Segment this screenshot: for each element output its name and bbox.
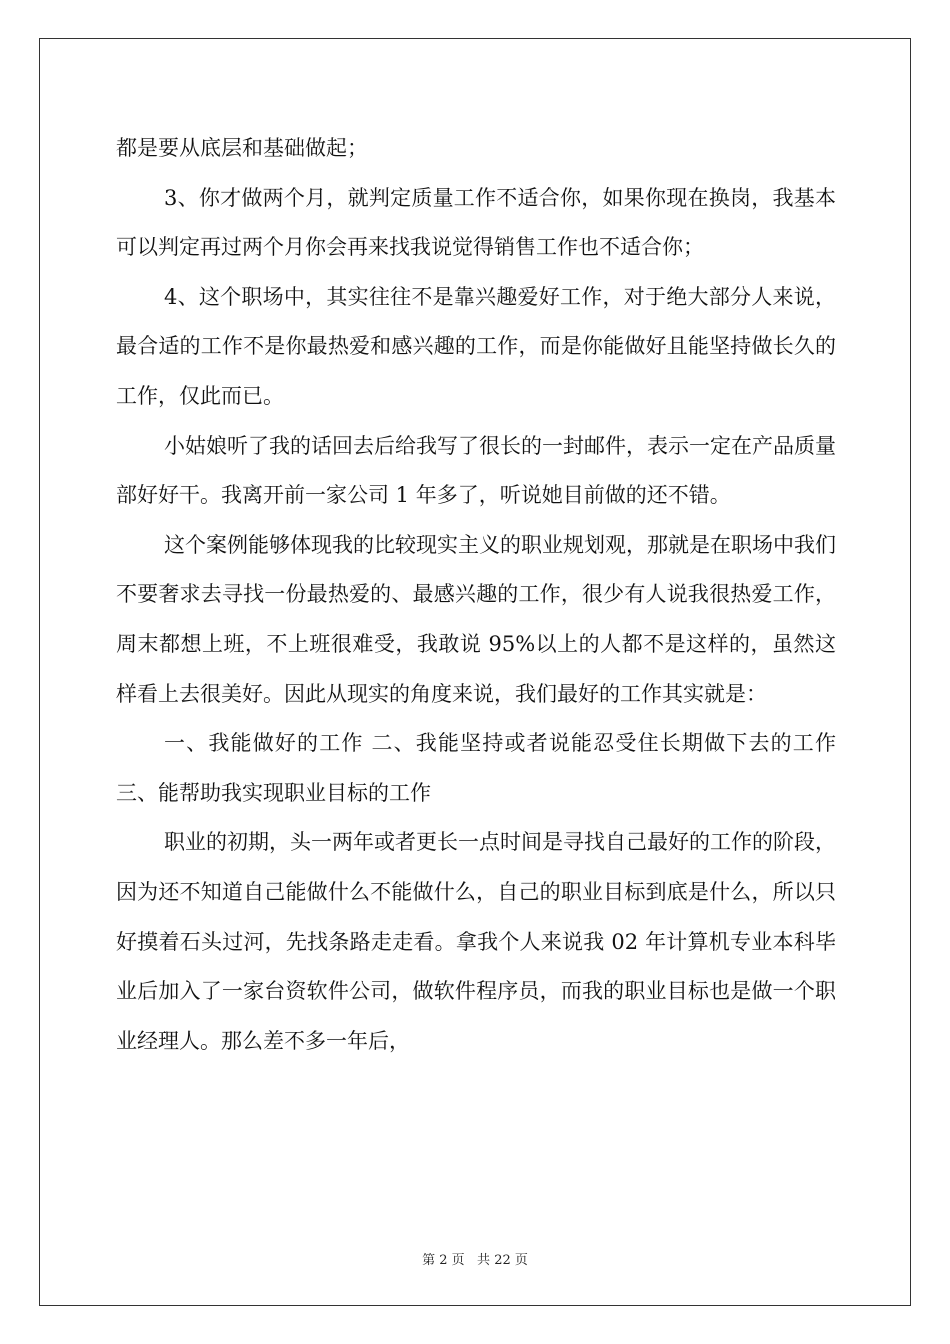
- paragraph-4: 小姑娘听了我的话回去后给我写了很长的一封邮件，表示一定在产品质量部好好干。我离开前一家公司 1 年多了，听说她目前做的还不错。: [116, 433, 836, 508]
- paragraph-6: 一、我能做好的工作 二、我能坚持或者说能忍受住长期做下去的工作 三、能帮助我实现职业目标的工作: [116, 731, 836, 805]
- paragraph-7: 职业的初期，头一两年或者更长一点时间是寻找自己最好的工作的阶段，因为还不知道自己能做什么不能做什么，自己的职业目标到底是什么，所以只好摸着石头过河，先找条路走走看。拿我个人来说我 02 年计算机专业本科毕业后加入了一家台资软件公司，做软件程序员，而我的职业目标也是做一个职业经理人。那么差不多一年后，: [116, 830, 836, 1053]
- document-body: [116, 124, 836, 1066]
- paragraph-3: 4、这个职场中，其实往往不是靠兴趣爱好工作，对于绝大部分人来说，最合适的工作不是你最热爱和感兴趣的工作，而是你能做好且能坚持做长久的工作，仅此而已。: [116, 284, 836, 408]
- paragraph-1: 都是要从底层和基础做起；: [116, 136, 368, 160]
- paragraph-2: 3、你才做两个月，就判定质量工作不适合你，如果你现在换岗，我基本可以判定再过两个月你会再来找我说觉得销售工作也不适合你；: [116, 185, 836, 260]
- page-number-footer: 第 2 页 共 22 页: [422, 1253, 528, 1268]
- paragraph-5: 这个案例能够体现我的比较现实主义的职业规划观，那就是在职场中我们不要奢求去寻找一份最热爱的、最感兴趣的工作，很少有人说我很热爱工作，周末都想上班，不上班很难受，我敢说 95%以上的人都不是这样的，虽然这样看上去很美好。因此从现实的角度来说，我们最好的工作其实就是：: [116, 532, 836, 706]
